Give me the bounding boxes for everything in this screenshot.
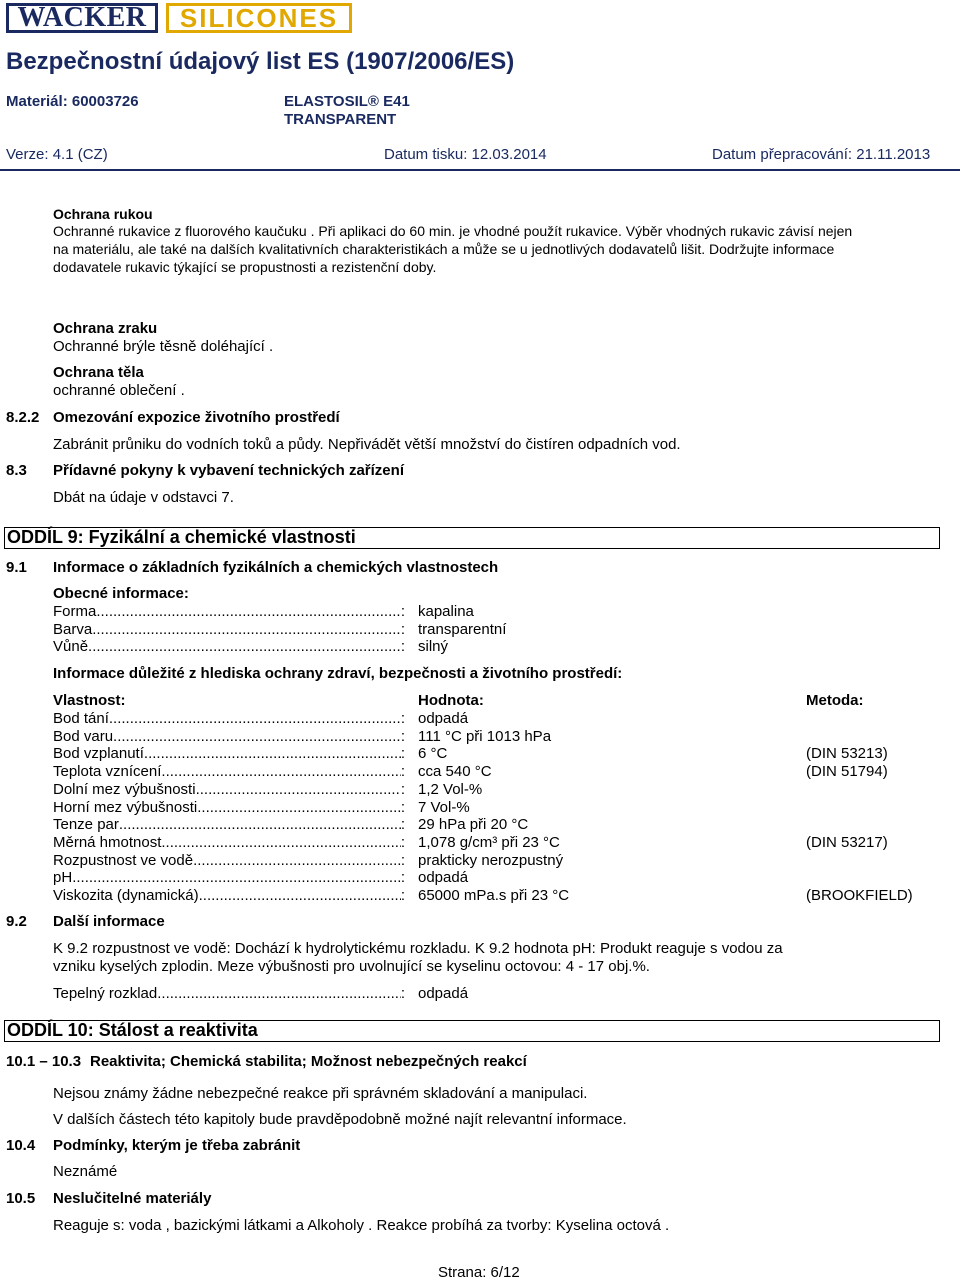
property-row: Viskozita (dynamická) ..... : [53, 887, 405, 904]
column-header-value: Hodnota: [418, 692, 484, 709]
section-title: Podmínky, kterým je třeba zabránit [53, 1137, 301, 1154]
row-label: Forma [53, 603, 97, 620]
property-label: Bod tání [53, 710, 109, 727]
section-number: 9.1 [6, 559, 27, 576]
property-row: Horní mez výbušnosti ..... : [53, 799, 405, 816]
hand-protection-title: Ochrana rukou [53, 206, 153, 222]
property-label: Bod varu [53, 728, 114, 745]
property-value: 29 hPa při 20 °C [418, 816, 529, 833]
property-row: Dolní mez výbušnosti ..... : [53, 781, 405, 798]
property-method: (BROOKFIELD) [806, 887, 913, 904]
version: Verze: 4.1 (CZ) [6, 146, 108, 163]
eye-protection-title: Ochrana zraku [53, 320, 158, 337]
section-title: Reaktivita; Chemická stabilita; Možnost nebezpečných reakcí [90, 1053, 527, 1070]
section-text: Zabránit průniku do vodních toků a půdy. Nepřivádět větší množství do čistíren odpadních vod. [53, 436, 681, 453]
row-value: kapalina [418, 603, 474, 620]
section-text: Nejsou známy žádne nebezpečné reakce při správném skladování a manipulaci. [53, 1085, 588, 1102]
hand-protection-line: na materiálu, ale také na dalších kvalitativních charakteristikách a může se u jednotlivých dodavatelů lišit. Dodržujte informace [53, 241, 835, 257]
property-value: 111 °C při 1013 hPa [418, 728, 552, 745]
general-row: Vůně ..... : [53, 638, 405, 655]
column-header-method: Metoda: [806, 692, 864, 709]
wacker-logo: WACKER [6, 3, 158, 33]
row-label: Tepelný rozklad [53, 985, 158, 1002]
property-row: Bod tání ..... : [53, 710, 405, 727]
column-header-property: Vlastnost: [53, 692, 126, 709]
property-value: cca 540 °C [418, 763, 492, 780]
property-value: 65000 mPa.s při 23 °C [418, 887, 570, 904]
eye-protection-text: Ochranné brýle těsně doléhající . [53, 338, 274, 355]
product-name-line2: TRANSPARENT [284, 111, 397, 128]
row-value: odpadá [418, 985, 469, 1002]
document-title: Bezpečnostní údajový list ES (1907/2006/ES) [6, 48, 515, 75]
section-title: Další informace [53, 913, 165, 930]
section-text: Neznámé [53, 1163, 118, 1180]
property-row: Rozpustnost ve vodě ..... : [53, 852, 405, 869]
silicones-logo: SILICONES [166, 3, 352, 33]
property-label: Měrná hmotnost [53, 834, 162, 851]
section-text: vzniku kyselých zplodin. Meze výbušnosti pro uvolnující se kyselinu octovou: 4 - 17 obj.%. [53, 958, 650, 975]
row-value: transparentní [418, 621, 507, 638]
general-info-title: Obecné informace: [53, 585, 189, 602]
section-title: Přídavné pokyny k vybavení technických zařízení [53, 462, 404, 479]
revision-date: Datum přepracování: 21.11.2013 [712, 146, 931, 163]
property-label: Horní mez výbušnosti [53, 799, 198, 816]
property-label: Bod vzplanutí [53, 745, 144, 762]
property-label: Teplota vznícení [53, 763, 162, 780]
property-label: pH [53, 869, 73, 886]
section-10-heading [4, 1020, 940, 1042]
section-text: Reaguje s: voda , bazickými látkami a Alkoholy . Reakce probíhá za tvorby: Kyselina octová . [53, 1217, 670, 1234]
thermal-row: Tepelný rozklad ..... : [53, 985, 405, 1002]
section-10-heading-text: ODDÍL 10: Stálost a reaktivita [7, 1020, 258, 1040]
property-row: Teplota vznícení ..... : [53, 763, 405, 780]
property-label: Rozpustnost ve vodě [53, 852, 194, 869]
product-name-line1: ELASTOSIL® E41 [284, 93, 410, 110]
property-method: (DIN 51794) [806, 763, 888, 780]
section-number: 10.1 – 10.3 [6, 1053, 82, 1070]
property-value: 7 Vol-% [418, 799, 470, 816]
general-row: Barva ..... : [53, 621, 405, 638]
page-number: Strana: 6/12 [438, 1264, 520, 1281]
property-method: (DIN 53217) [806, 834, 888, 851]
hand-protection-line: Ochranné rukavice z fluorového kaučuku . Při aplikaci do 60 min. je vhodné použít rukavice. Výběr vhodných rukavic závisí nejen [53, 223, 853, 239]
section-number: 8.2.2 [6, 409, 40, 426]
header-divider [0, 169, 960, 171]
property-value: prakticky nerozpustný [418, 852, 564, 869]
hand-protection-line: dodavatele rukavic týkající se propustnosti a rezistenční doby. [53, 259, 437, 275]
property-row: pH ..... : [53, 869, 405, 886]
material-number: Materiál: 60003726 [6, 93, 139, 110]
property-value: 1,078 g/cm³ při 23 °C [418, 834, 560, 851]
row-label: Vůně [53, 638, 89, 655]
print-date: Datum tisku: 12.03.2014 [384, 146, 547, 163]
important-info-title: Informace důležité z hlediska ochrany zdraví, bezpečnosti a životního prostředí: [53, 665, 623, 682]
section-text: Dbát na údaje v odstavci 7. [53, 489, 234, 506]
property-value: odpadá [418, 710, 469, 727]
property-label: Viskozita (dynamická) [53, 887, 199, 904]
section-text: V dalších částech této kapitoly bude pravděpodobně možné najít relevantní informace. [53, 1111, 627, 1128]
section-number: 9.2 [6, 913, 27, 930]
property-value: 1,2 Vol-% [418, 781, 483, 798]
property-label: Tenze par [53, 816, 119, 833]
section-9-heading-text: ODDÍL 9: Fyzikální a chemické vlastnosti [7, 527, 356, 547]
row-label: Barva [53, 621, 93, 638]
property-row: Tenze par ..... : [53, 816, 405, 833]
section-title: Omezování expozice životního prostředí [53, 409, 340, 426]
section-number: 10.4 [6, 1137, 36, 1154]
property-value: 6 °C [418, 745, 448, 762]
row-value: silný [418, 638, 449, 655]
section-number: 10.5 [6, 1190, 36, 1207]
property-row: Bod vzplanutí ..... : [53, 745, 405, 762]
section-title: Informace o základních fyzikálních a chemických vlastnostech [53, 559, 499, 576]
property-label: Dolní mez výbušnosti [53, 781, 196, 798]
property-row: Měrná hmotnost ..... : [53, 834, 405, 851]
section-text: K 9.2 rozpustnost ve vodě: Dochází k hydrolytickému rozkladu. K 9.2 hodnota pH: Produkt reaguje s vodou za [53, 940, 783, 957]
general-row: Forma ..... : [53, 603, 405, 620]
section-title: Neslučitelné materiály [53, 1190, 212, 1207]
body-protection-text: ochranné oblečení . [53, 382, 185, 399]
section-number: 8.3 [6, 462, 27, 479]
section-9-heading [4, 527, 940, 549]
property-value: odpadá [418, 869, 469, 886]
property-row: Bod varu ..... : [53, 728, 405, 745]
property-method: (DIN 53213) [806, 745, 888, 762]
body-protection-title: Ochrana těla [53, 364, 144, 381]
